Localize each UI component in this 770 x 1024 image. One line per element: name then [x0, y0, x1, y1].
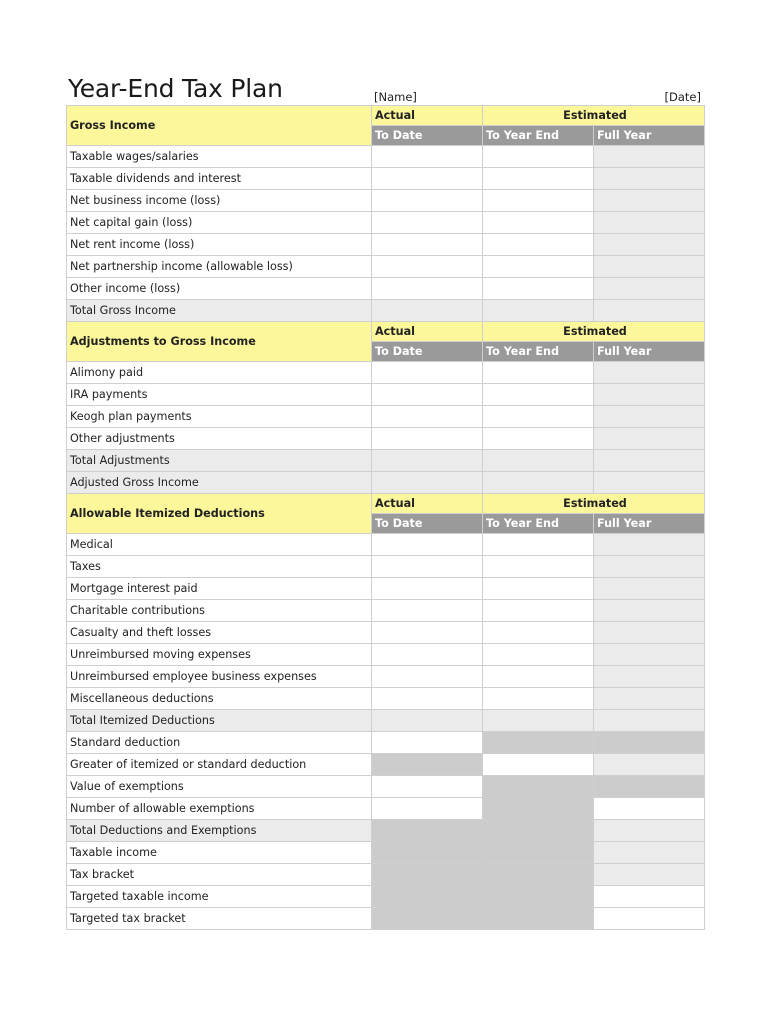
table-row	[67, 798, 705, 820]
to-date-cell	[372, 864, 483, 886]
row-label: IRA payments	[67, 384, 372, 406]
to-year-end-cell[interactable]	[483, 666, 594, 688]
full-year-cell	[594, 776, 705, 798]
to-year-end-cell	[483, 450, 594, 472]
to-date-cell[interactable]	[372, 406, 483, 428]
name-placeholder[interactable]: [Name]	[374, 90, 417, 104]
full-year-cell	[594, 472, 705, 494]
section-title-adjustments: Adjustments to Gross Income	[67, 322, 372, 362]
full-year-cell	[594, 842, 705, 864]
to-date-cell[interactable]	[372, 666, 483, 688]
column-header-to-date: To Date	[372, 126, 483, 146]
row-label: Number of allowable exemptions	[67, 798, 372, 820]
row-label: Targeted tax bracket	[67, 908, 372, 930]
table-row	[67, 666, 705, 688]
table-row	[67, 754, 705, 776]
row-label: Total Itemized Deductions	[67, 710, 372, 732]
to-year-end-cell[interactable]	[483, 212, 594, 234]
table-row	[67, 688, 705, 710]
to-date-cell[interactable]	[372, 622, 483, 644]
to-year-end-cell[interactable]	[483, 384, 594, 406]
table-row	[67, 710, 705, 732]
to-date-cell	[372, 886, 483, 908]
row-label: Taxes	[67, 556, 372, 578]
full-year-cell[interactable]	[594, 798, 705, 820]
full-year-cell	[594, 622, 705, 644]
to-date-cell	[372, 450, 483, 472]
table-row	[67, 732, 705, 754]
full-year-cell	[594, 362, 705, 384]
to-date-cell[interactable]	[372, 688, 483, 710]
table-row	[67, 820, 705, 842]
to-date-cell	[372, 820, 483, 842]
to-year-end-cell	[483, 776, 594, 798]
full-year-cell	[594, 644, 705, 666]
full-year-cell[interactable]	[594, 886, 705, 908]
to-date-cell[interactable]	[372, 362, 483, 384]
to-date-cell	[372, 300, 483, 322]
to-date-cell	[372, 908, 483, 930]
full-year-cell	[594, 450, 705, 472]
to-date-cell	[372, 472, 483, 494]
column-header-full-year: Full Year	[594, 342, 705, 362]
full-year-cell	[594, 300, 705, 322]
table-row	[67, 886, 705, 908]
section-title-itemized-deductions: Allowable Itemized Deductions	[67, 494, 372, 534]
table-row	[67, 256, 705, 278]
to-year-end-cell[interactable]	[483, 278, 594, 300]
row-label: Medical	[67, 534, 372, 556]
full-year-cell	[594, 278, 705, 300]
to-date-cell[interactable]	[372, 168, 483, 190]
to-date-cell[interactable]	[372, 146, 483, 168]
row-label: Taxable dividends and interest	[67, 168, 372, 190]
to-date-cell[interactable]	[372, 384, 483, 406]
column-header-estimated: Estimated	[483, 106, 705, 126]
full-year-cell	[594, 600, 705, 622]
row-label: Charitable contributions	[67, 600, 372, 622]
full-year-cell	[594, 820, 705, 842]
table-row	[67, 146, 705, 168]
table-row	[67, 776, 705, 798]
to-date-cell[interactable]	[372, 234, 483, 256]
row-label: Taxable income	[67, 842, 372, 864]
to-year-end-cell[interactable]	[483, 622, 594, 644]
row-label: Other adjustments	[67, 428, 372, 450]
section-title-gross-income: Gross Income	[67, 106, 372, 146]
column-header-to-year-end: To Year End	[483, 126, 594, 146]
table-row	[67, 556, 705, 578]
full-year-cell	[594, 212, 705, 234]
table-row	[67, 300, 705, 322]
table-row	[67, 212, 705, 234]
table-row	[67, 234, 705, 256]
table-row	[67, 190, 705, 212]
to-year-end-cell[interactable]	[483, 406, 594, 428]
row-label: Other income (loss)	[67, 278, 372, 300]
full-year-cell	[594, 168, 705, 190]
to-year-end-cell	[483, 842, 594, 864]
full-year-cell[interactable]	[594, 908, 705, 930]
full-year-cell	[594, 234, 705, 256]
table-row	[67, 622, 705, 644]
to-year-end-cell	[483, 886, 594, 908]
to-date-cell[interactable]	[372, 556, 483, 578]
to-date-cell	[372, 842, 483, 864]
row-label: Adjusted Gross Income	[67, 472, 372, 494]
to-year-end-cell[interactable]	[483, 534, 594, 556]
table-row	[67, 384, 705, 406]
to-date-cell[interactable]	[372, 732, 483, 754]
row-label: Alimony paid	[67, 362, 372, 384]
row-label: Greater of itemized or standard deduction	[67, 754, 372, 776]
column-header-actual: Actual	[372, 494, 483, 514]
full-year-cell	[594, 256, 705, 278]
to-year-end-cell[interactable]	[483, 256, 594, 278]
column-header-to-date: To Date	[372, 514, 483, 534]
column-header-estimated: Estimated	[483, 494, 705, 514]
row-label: Miscellaneous deductions	[67, 688, 372, 710]
row-label: Taxable wages/salaries	[67, 146, 372, 168]
to-year-end-cell	[483, 908, 594, 930]
to-year-end-cell	[483, 300, 594, 322]
full-year-cell	[594, 732, 705, 754]
to-date-cell[interactable]	[372, 534, 483, 556]
table-row	[67, 472, 705, 494]
full-year-cell	[594, 428, 705, 450]
to-date-cell[interactable]	[372, 600, 483, 622]
full-year-cell	[594, 688, 705, 710]
to-year-end-cell	[483, 820, 594, 842]
to-year-end-cell[interactable]	[483, 190, 594, 212]
row-label: Net partnership income (allowable loss)	[67, 256, 372, 278]
row-label: Casualty and theft losses	[67, 622, 372, 644]
to-date-cell[interactable]	[372, 256, 483, 278]
table-row	[67, 428, 705, 450]
to-year-end-cell[interactable]	[483, 146, 594, 168]
row-label: Total Deductions and Exemptions	[67, 820, 372, 842]
full-year-cell	[594, 406, 705, 428]
row-label: Total Gross Income	[67, 300, 372, 322]
full-year-cell	[594, 146, 705, 168]
to-year-end-cell[interactable]	[483, 168, 594, 190]
column-header-to-year-end: To Year End	[483, 514, 594, 534]
row-label: Total Adjustments	[67, 450, 372, 472]
tax-plan-table	[66, 105, 705, 930]
table-row	[67, 362, 705, 384]
column-header-to-year-end: To Year End	[483, 342, 594, 362]
to-year-end-cell[interactable]	[483, 234, 594, 256]
row-label: Unreimbursed moving expenses	[67, 644, 372, 666]
to-date-cell[interactable]	[372, 776, 483, 798]
to-year-end-cell[interactable]	[483, 362, 594, 384]
to-year-end-cell[interactable]	[483, 754, 594, 776]
table-row	[67, 842, 705, 864]
to-year-end-cell	[483, 710, 594, 732]
column-header-full-year: Full Year	[594, 514, 705, 534]
table-row	[67, 168, 705, 190]
column-header-full-year: Full Year	[594, 126, 705, 146]
row-label: Unreimbursed employee business expenses	[67, 666, 372, 688]
row-label: Keogh plan payments	[67, 406, 372, 428]
row-label: Targeted taxable income	[67, 886, 372, 908]
row-label: Standard deduction	[67, 732, 372, 754]
table-row	[67, 534, 705, 556]
row-label: Mortgage interest paid	[67, 578, 372, 600]
table-row	[67, 578, 705, 600]
full-year-cell	[594, 754, 705, 776]
to-year-end-cell	[483, 798, 594, 820]
table-row	[67, 908, 705, 930]
to-date-cell	[372, 710, 483, 732]
column-header-actual: Actual	[372, 322, 483, 342]
row-label: Tax bracket	[67, 864, 372, 886]
full-year-cell	[594, 710, 705, 732]
to-date-cell[interactable]	[372, 212, 483, 234]
to-date-cell[interactable]	[372, 278, 483, 300]
column-header-actual: Actual	[372, 106, 483, 126]
to-date-cell[interactable]	[372, 644, 483, 666]
to-year-end-cell[interactable]	[483, 556, 594, 578]
table-row	[67, 864, 705, 886]
row-label: Net rent income (loss)	[67, 234, 372, 256]
row-label: Value of exemptions	[67, 776, 372, 798]
full-year-cell	[594, 534, 705, 556]
table-row	[67, 644, 705, 666]
to-year-end-cell	[483, 864, 594, 886]
table-row	[67, 600, 705, 622]
full-year-cell	[594, 666, 705, 688]
page-title: Year-End Tax Plan	[68, 74, 283, 103]
full-year-cell	[594, 864, 705, 886]
row-label: Net capital gain (loss)	[67, 212, 372, 234]
table-row	[67, 406, 705, 428]
full-year-cell	[594, 384, 705, 406]
full-year-cell	[594, 190, 705, 212]
to-year-end-cell	[483, 732, 594, 754]
to-date-cell[interactable]	[372, 578, 483, 600]
to-year-end-cell	[483, 472, 594, 494]
to-year-end-cell[interactable]	[483, 600, 594, 622]
to-year-end-cell[interactable]	[483, 644, 594, 666]
to-date-cell	[372, 754, 483, 776]
date-placeholder[interactable]: [Date]	[664, 90, 701, 104]
table-row	[67, 278, 705, 300]
to-date-cell[interactable]	[372, 190, 483, 212]
table-row	[67, 450, 705, 472]
full-year-cell	[594, 578, 705, 600]
to-year-end-cell[interactable]	[483, 578, 594, 600]
column-header-estimated: Estimated	[483, 322, 705, 342]
full-year-cell	[594, 556, 705, 578]
to-date-cell[interactable]	[372, 798, 483, 820]
to-date-cell[interactable]	[372, 428, 483, 450]
row-label: Net business income (loss)	[67, 190, 372, 212]
to-year-end-cell[interactable]	[483, 688, 594, 710]
column-header-to-date: To Date	[372, 342, 483, 362]
to-year-end-cell[interactable]	[483, 428, 594, 450]
